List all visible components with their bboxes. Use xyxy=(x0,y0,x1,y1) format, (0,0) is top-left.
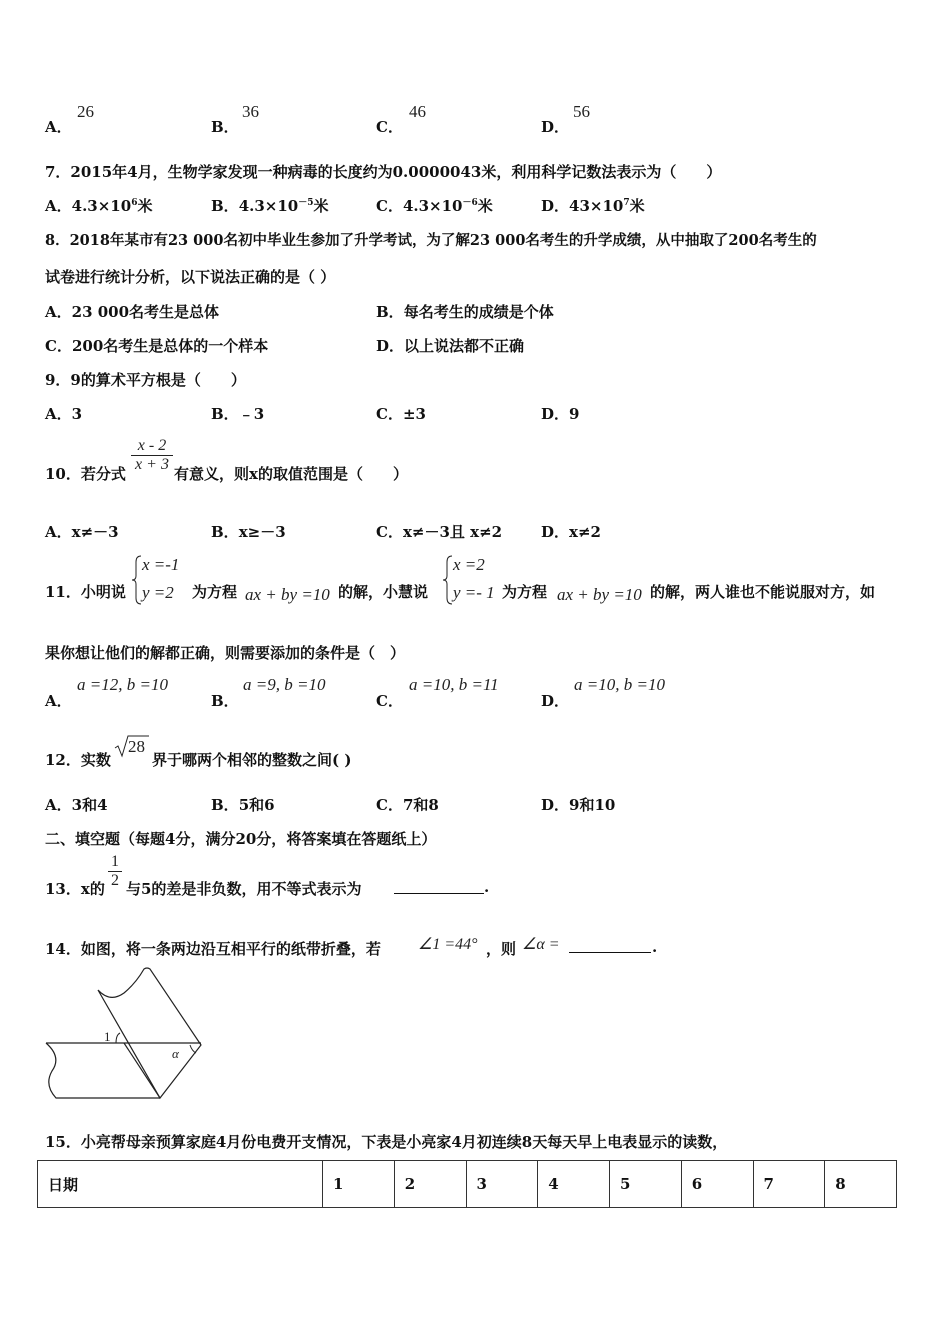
q11-option-d-label: D． xyxy=(541,692,570,710)
q12-option-c: C．7和8 xyxy=(376,796,439,814)
q15-meter-table xyxy=(37,1160,897,1208)
q11-option-c-label: C． xyxy=(376,692,403,710)
q10-fraction xyxy=(131,437,173,474)
q6-option-b-value: 36 xyxy=(242,102,259,121)
table-cell-day-1: 1 xyxy=(323,1161,395,1208)
table-cell-day-2: 2 xyxy=(394,1161,466,1208)
q9-option-b: B．﹣3 xyxy=(211,405,265,423)
q10-numerator: x - 2 xyxy=(137,437,167,454)
q9-stem: 9．9的算术平方根是（ ） xyxy=(45,371,246,389)
q9-option-d: D．9 xyxy=(541,405,580,423)
q9-option-c: C．±3 xyxy=(376,405,426,423)
q14-end: . xyxy=(652,938,658,956)
q11-option-d-value: a =10, b =10 xyxy=(574,675,665,694)
q14-figure-label-alpha: α xyxy=(172,1046,179,1061)
q10-prefix: 10．若分式 xyxy=(45,465,126,483)
q13-denominator: 2 xyxy=(108,871,122,890)
q6-option-a-label: A． xyxy=(45,118,72,136)
q6-option-c-label: C． xyxy=(376,118,403,136)
q13-numerator: 1 xyxy=(111,853,119,870)
q14-figure-label-1: 1 xyxy=(104,1029,111,1044)
q12-option-a: A．3和4 xyxy=(45,796,108,814)
q8-option-a: A．23 000名考生是总体 xyxy=(45,303,220,321)
q10-suffix: 有意义，则x的取值范围是（ ） xyxy=(174,465,408,483)
q6-option-b-label: B． xyxy=(211,118,239,136)
q6-option-d-label: D． xyxy=(541,118,570,136)
q10-denominator: x + 3 xyxy=(131,455,173,474)
q11-part2: 为方程 xyxy=(192,583,238,601)
q14-folded-strip-figure xyxy=(40,965,215,1105)
q11-option-c-value: a =10, b =11 xyxy=(409,675,499,694)
q10-option-c: C．x≠－3且 x≠2 xyxy=(376,523,503,541)
q7-option-c: C．$4.3\times 10^{-6}$米 xyxy=(376,197,493,215)
q8-stem-line1: 8．2018年某市有23 000名初中毕业生参加了升学考试，为了解23 000名考生的升学成绩，从中抽取了200名考生的 xyxy=(45,232,817,249)
q13-end: . xyxy=(484,878,490,896)
q7-option-a: A．$4.3\times 10^6$米 xyxy=(45,197,153,215)
q11-equation-1: ax + by =10 xyxy=(245,585,330,604)
section-2-heading: 二、填空题（每题4分，满分20分，将答案填在答题纸上） xyxy=(45,830,437,848)
table-cell-day-3: 3 xyxy=(466,1161,538,1208)
q8-option-c: C．200名考生是总体的一个样本 xyxy=(45,337,269,355)
q11-option-b-label: B． xyxy=(211,692,239,710)
q13-answer-blank[interactable] xyxy=(394,879,484,894)
q11-option-a-value: a =12, b =10 xyxy=(77,675,168,694)
q12-radicand: 28 xyxy=(128,737,145,756)
q12-suffix: 界于哪两个相邻的整数之间( ) xyxy=(152,751,352,769)
q11-part4: 为方程 xyxy=(502,583,548,601)
table-cell-day-6: 6 xyxy=(681,1161,753,1208)
q13-suffix: 与5的差是非负数，用不等式表示为 xyxy=(126,880,362,898)
q14-answer-blank[interactable] xyxy=(569,938,651,953)
q12-prefix: 12．实数 xyxy=(45,751,111,769)
q7-stem: 7．2015年4月，生物学家发现一种病毒的长度约为0.0000043米，利用科学记数法表示为（ ） xyxy=(45,163,722,181)
q15-stem: 15．小亮帮母亲预算家庭4月份电费开支情况，下表是小亮家4月初连续8天每天早上电表显示的读数， xyxy=(45,1133,728,1151)
q14-angle-1: ∠1 =44° xyxy=(418,936,478,953)
q8-option-b: B．每名考生的成绩是个体 xyxy=(376,303,554,321)
table-cell-day-4: 4 xyxy=(538,1161,610,1208)
table-cell-day-5: 5 xyxy=(610,1161,682,1208)
q14-prefix: 14．如图，将一条两边沿互相平行的纸带折叠，若 xyxy=(45,940,381,958)
q6-option-c-value: 46 xyxy=(409,102,426,121)
q11-part5: 的解，两人谁也不能说服对方，如 xyxy=(650,583,876,601)
q12-option-d: D．9和10 xyxy=(541,796,616,814)
q10-option-a: A．x≠－3 xyxy=(45,523,119,541)
table-cell-day-7: 7 xyxy=(753,1161,825,1208)
q12-option-b: B．5和6 xyxy=(211,796,275,814)
table-cell-day-8: 8 xyxy=(825,1161,897,1208)
q11-system1-line1: x =-1 xyxy=(142,555,180,574)
q11-system2-line2: y =- 1 xyxy=(453,583,495,602)
q8-stem-line2: 试卷进行统计分析，以下说法正确的是（ ） xyxy=(45,268,336,286)
q13-prefix: 13．x的 xyxy=(45,880,105,898)
q6-option-d-value: 56 xyxy=(573,102,590,121)
q11-equation-2: ax + by =10 xyxy=(557,585,642,604)
table-row xyxy=(38,1161,897,1208)
q14-mid: ，则 xyxy=(486,940,517,958)
table-header-date: 日期 xyxy=(38,1161,323,1208)
q9-option-a: A．3 xyxy=(45,405,83,423)
q7-option-d: D．$43\times 10^7$米 xyxy=(541,197,645,215)
q11-line2: 果你想让他们的解都正确，则需要添加的条件是（ ） xyxy=(45,644,406,662)
q11-part3: 的解，小慧说 xyxy=(338,583,429,601)
q10-option-b: B．x≥－3 xyxy=(211,523,286,541)
q6-option-a-value: 26 xyxy=(77,102,94,121)
q11-system1-line2: y =2 xyxy=(142,583,174,602)
q8-option-d: D．以上说法都不正确 xyxy=(376,337,525,355)
q13-fraction xyxy=(108,853,122,890)
q11-option-b-value: a =9, b =10 xyxy=(243,675,326,694)
q11-option-a-label: A． xyxy=(45,692,72,710)
q14-angle-alpha: ∠α = xyxy=(522,936,560,953)
q11-system2-line1: x =2 xyxy=(453,555,485,574)
q11-part1: 11．小明说 xyxy=(45,583,126,601)
q7-option-b: B．$4.3\times 10^{-5}$米 xyxy=(211,197,329,215)
q10-option-d: D．x≠2 xyxy=(541,523,601,541)
